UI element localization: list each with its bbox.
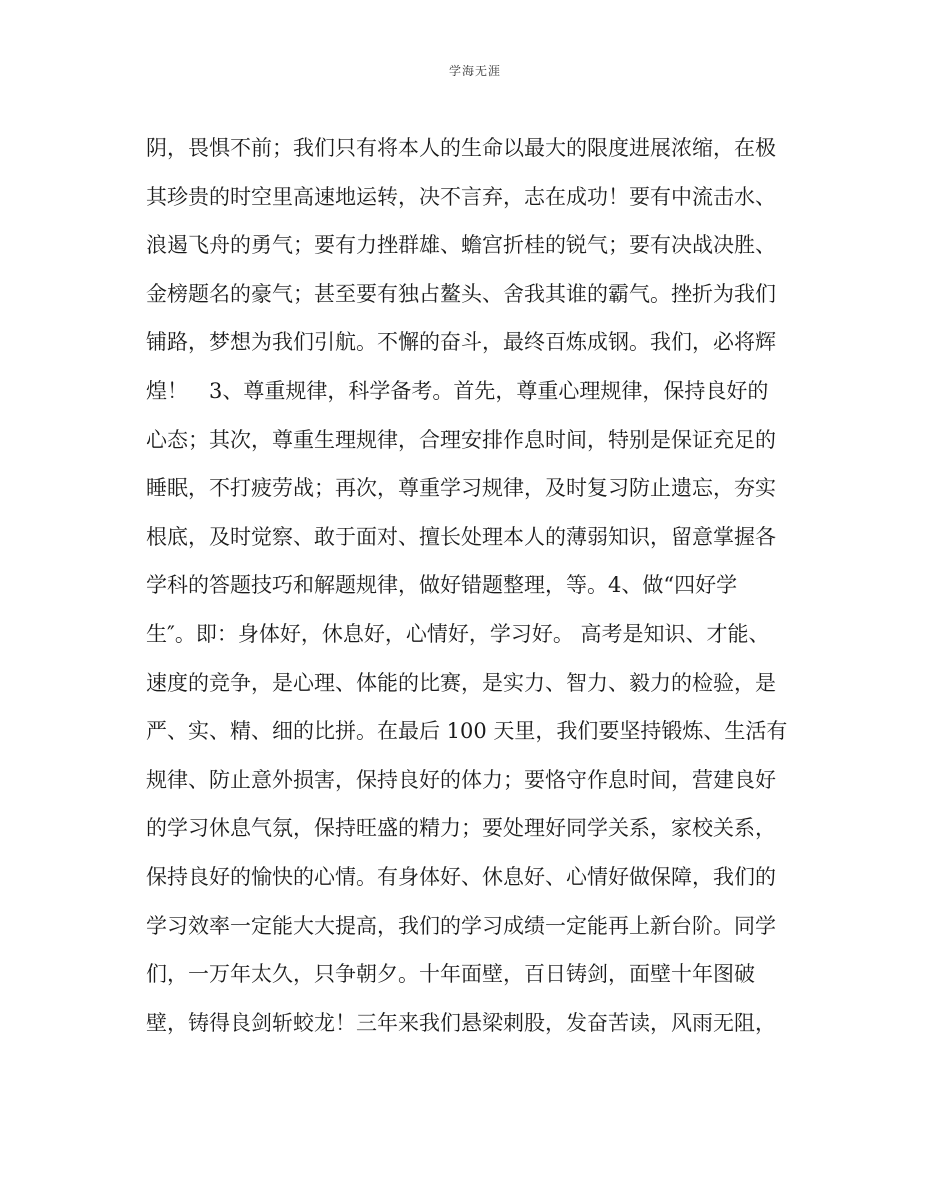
text-line: 其珍贵的时空里高速地运转，决不言弃，志在成功！要有中流击水、 xyxy=(146,184,776,209)
text-line: 保持良好的愉快的心情。有身体好、休息好、心情好做保障，我们的 xyxy=(146,864,776,889)
text-line: 金榜题名的豪气；甚至要有独占鳌头、舍我其谁的霸气。挫折为我们 xyxy=(146,281,776,306)
text-line: 生″。即：身体好，休息好，心情好，学习好。 高考是知识、才能、 xyxy=(146,621,770,646)
text-line: 严、实、精、细的比拼。在最后 100 天里，我们要坚持锻炼、生活有 xyxy=(146,719,788,744)
page-header: 学海无涯 xyxy=(448,64,501,78)
text-line: 们，一万年太久，只争朝夕。十年面壁，百日铸剑，面壁十年图破 xyxy=(146,962,755,987)
text-line: 的学习休息气氛，保持旺盛的精力；要处理好同学关系，家校关系， xyxy=(146,816,776,841)
text-line: 规律、防止意外损害，保持良好的体力；要恪守作息时间，营建良好 xyxy=(146,767,776,792)
text-line: 学习效率一定能大大提高，我们的学习成绩一定能再上新台阶。同学 xyxy=(146,913,776,938)
text-line: 铺路，梦想为我们引航。不懈的奋斗，最终百炼成钢。我们，必将辉 xyxy=(146,330,776,355)
text-line: 学科的答题技巧和解题规律，做好错题整理，等。4、做“四好学 xyxy=(146,573,738,598)
text-line: 阴，畏惧不前；我们只有将本人的生命以最大的限度进展浓缩，在极 xyxy=(146,136,776,160)
text-line: 壁，铸得良剑斩蛟龙！三年来我们悬梁刺股，发奋苦读，风雨无阻， xyxy=(146,1010,776,1035)
text-line: 心态；其次，尊重生理规律，合理安排作息时间，特别是保证充足的 xyxy=(146,427,776,452)
text-line: 睡眠，不打疲劳战；再次，尊重学习规律，及时复习防止遗忘，夯实 xyxy=(146,476,776,501)
text-line: 速度的竞争，是心理、体能的比赛，是实力、智力、毅力的检验，是 xyxy=(146,670,776,695)
text-line: 根底，及时觉察、敢于面对、擅长处理本人的薄弱知识，留意掌握各 xyxy=(146,524,776,549)
text-line: 煌！ 3、尊重规律，科学备考。首先，尊重心理规律，保持良好的 xyxy=(146,378,769,403)
text-line: 浪遏飞舟的勇气；要有力挫群雄、蟾宫折桂的锐气；要有决战决胜、 xyxy=(146,233,776,258)
document-body xyxy=(146,124,816,1047)
